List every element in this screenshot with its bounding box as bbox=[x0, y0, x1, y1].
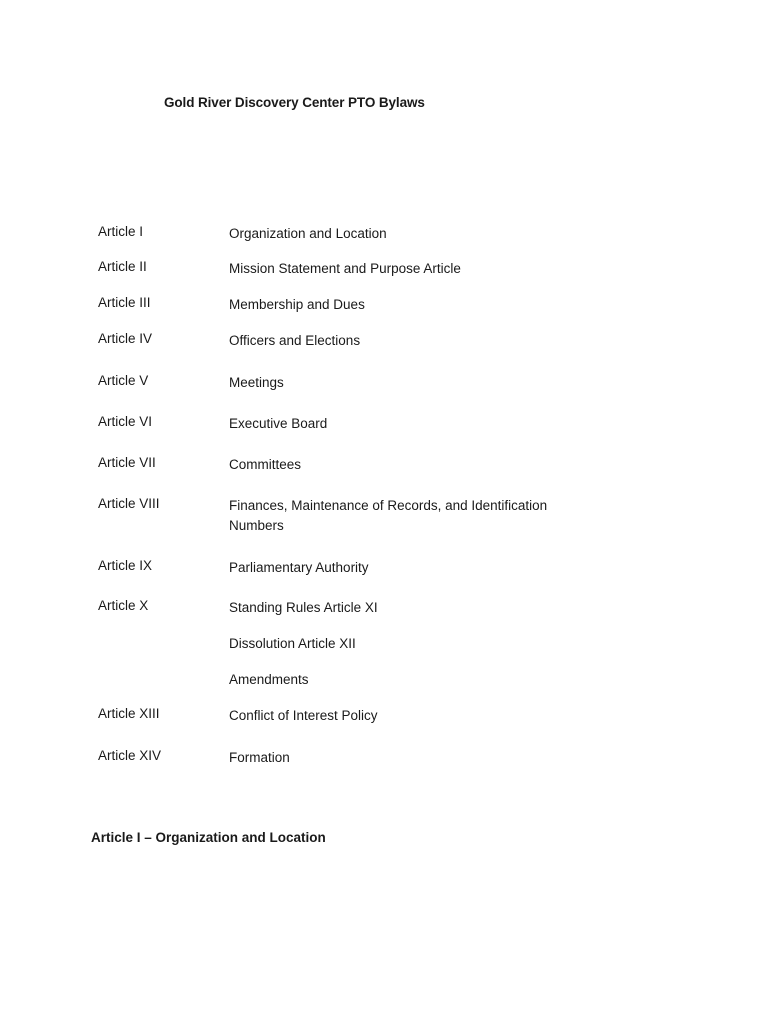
toc-article-title: Dissolution Article XII bbox=[229, 636, 356, 651]
toc-article-number: Article II bbox=[98, 259, 147, 274]
toc-article-number: Article IV bbox=[98, 331, 153, 346]
toc-article-title: Organization and Location bbox=[229, 226, 387, 241]
toc-article-number: Article X bbox=[98, 598, 149, 613]
toc-article-title: Finances, Maintenance of Records, and Identification Numbers bbox=[229, 498, 548, 533]
toc-article-number: Article XIII bbox=[98, 706, 160, 721]
toc-article-title: Officers and Elections bbox=[229, 333, 361, 348]
toc-article-title: Amendments bbox=[229, 672, 309, 687]
toc-article-title: Standing Rules Article XI bbox=[229, 600, 378, 615]
toc-article-number: Article IX bbox=[98, 558, 153, 573]
toc-article-number: Article I bbox=[98, 224, 144, 239]
toc-article-number: Article V bbox=[98, 373, 149, 388]
toc-article-number: Article VI bbox=[98, 414, 153, 429]
toc-article-title: Formation bbox=[229, 750, 290, 765]
section-heading: Article I – Organization and Location bbox=[91, 830, 326, 845]
toc-article-number: Article VII bbox=[98, 455, 156, 470]
toc-article-title: Conflict of Interest Policy bbox=[229, 708, 378, 723]
toc-article-title: Membership and Dues bbox=[229, 297, 365, 312]
document-title: Gold River Discovery Center PTO Bylaws bbox=[164, 95, 425, 110]
toc-article-number: Article XIV bbox=[98, 748, 162, 763]
toc-article-title: Meetings bbox=[229, 375, 284, 390]
toc-article-title: Committees bbox=[229, 457, 302, 472]
toc-article-number: Article III bbox=[98, 295, 151, 310]
toc-article-title: Executive Board bbox=[229, 416, 328, 431]
toc-article-title: Mission Statement and Purpose Article bbox=[229, 261, 461, 276]
toc-article-number: Article VIII bbox=[98, 496, 160, 511]
toc-article-title: Parliamentary Authority bbox=[229, 560, 369, 575]
